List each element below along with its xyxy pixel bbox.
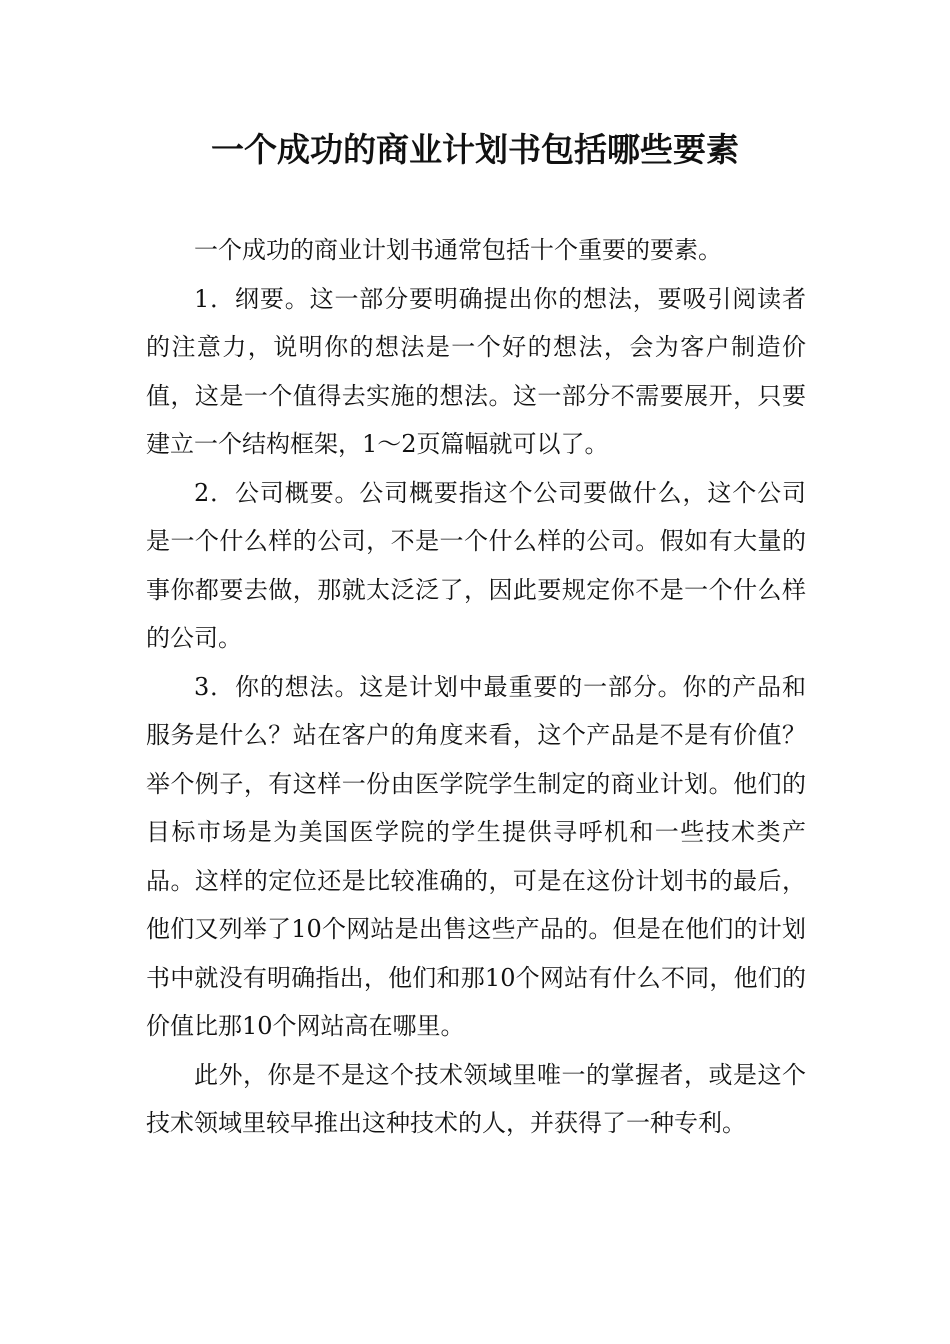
- paragraph-company-overview: 2．公司概要。公司概要指这个公司要做什么，这个公司是一个什么样的公司，不是一个什么样的公司。假如有大量的事你都要去做，那就太泛泛了，因此要规定你不是一个什么样的公司。: [146, 478, 806, 652]
- paragraph-summary: 1．纲要。这一部分要明确提出你的想法，要吸引阅读者的注意力，说明你的想法是一个好的想法，会为客户制造价值，这是一个值得去实施的想法。这一部分不需要展开，只要建立一个结构框架，1～2页篇幅就可以了。: [146, 284, 806, 458]
- paragraph-additional: 此外，你是不是这个技术领域里唯一的掌握者，或是这个技术领域里较早推出这种技术的人，并获得了一种专利。: [146, 1060, 806, 1137]
- document-body: [146, 226, 806, 1148]
- document-title: 一个成功的商业计划书包括哪些要素: [211, 130, 739, 169]
- paragraph-intro: 一个成功的商业计划书通常包括十个重要的要素。: [194, 236, 722, 264]
- paragraph-your-idea: 3．你的想法。这是计划中最重要的一部分。你的产品和服务是什么？站在客户的角度来看，这个产品是不是有价值？举个例子，有这样一份由医学院学生制定的商业计划。他们的目标市场是为美国医学院的学生提供寻呼机和一些技术类产品。这样的定位还是比较准确的，可是在这份计划书的最后，他们又列举了10个网站是出售这些产品的。但是在他们的计划书中就没有明确指出，他们和那10个网站有什么不同，他们的价值比那10个网站高在哪里。: [146, 672, 806, 1040]
